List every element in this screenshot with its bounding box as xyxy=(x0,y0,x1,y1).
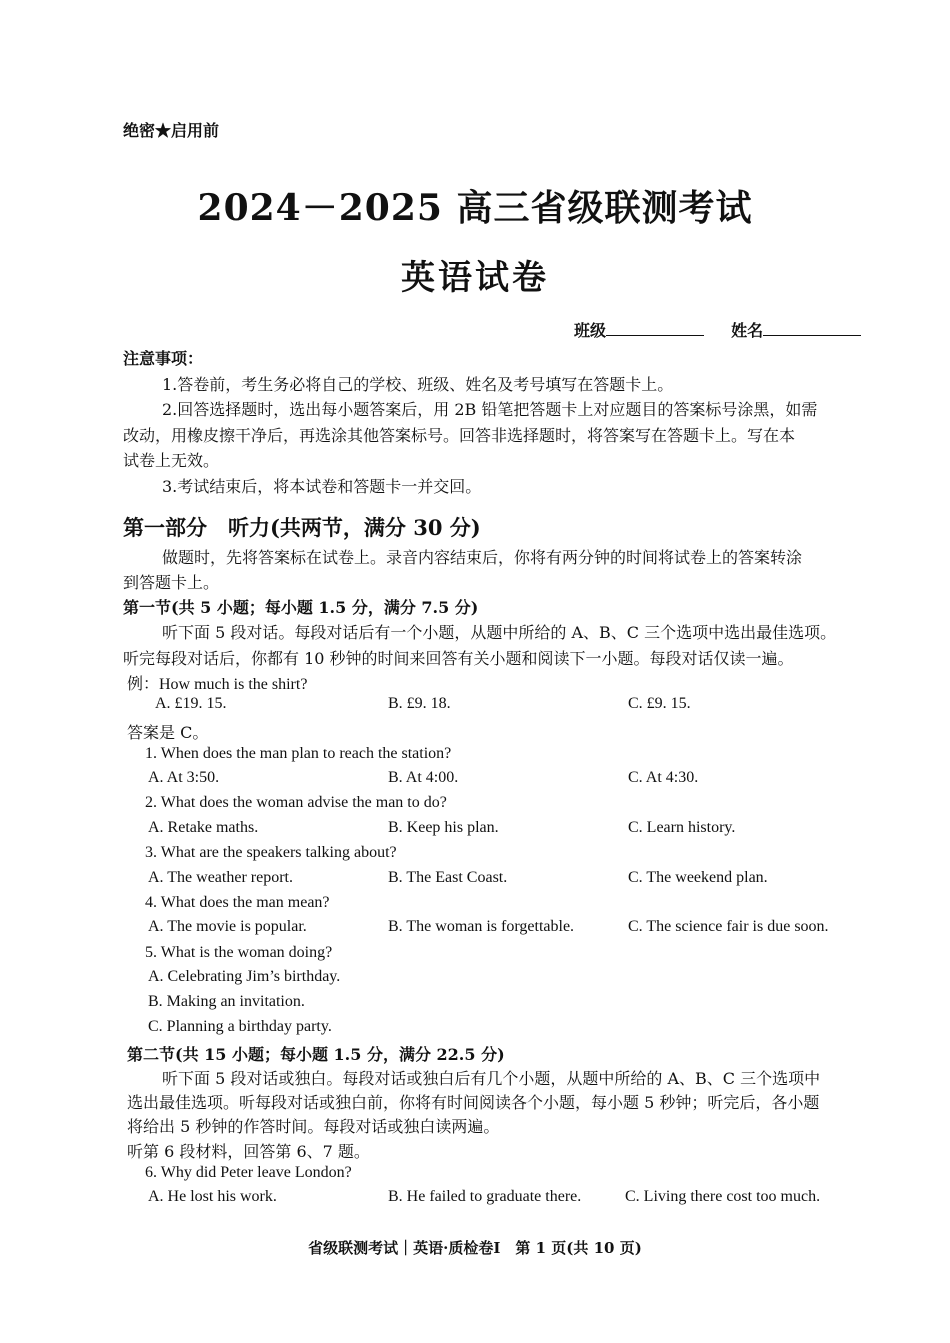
question-5: 5. What is the woman doing? xyxy=(145,944,333,961)
section2-title: 第二节(共 15 小题；每小题 1.5 分，满分 22.5 分) xyxy=(127,1045,505,1064)
notice-item-3: 3.考试结束后，将本试卷和答题卡一并交回。 xyxy=(162,477,482,496)
question-1: 1. When does the man plan to reach the station? xyxy=(145,745,452,762)
example-question: 例：How much is the shirt? xyxy=(127,676,308,693)
question-3-option-a: A. The weather report. xyxy=(148,869,293,886)
example-option-c: C. £9. 15. xyxy=(628,695,691,712)
student-info-fields xyxy=(574,318,861,341)
part1-intro-line-2: 到答题卡上。 xyxy=(123,573,220,592)
section1-title: 第一节(共 5 小题；每小题 1.5 分，满分 7.5 分) xyxy=(123,598,479,617)
question-6-option-b: B. He failed to graduate there. xyxy=(388,1188,582,1205)
question-5-option-c: C. Planning a birthday party. xyxy=(148,1018,332,1035)
example-option-a: A. £19. 15. xyxy=(155,695,227,712)
material-6-instruction: 听第 6 段材料，回答第 6、7 题。 xyxy=(127,1142,370,1161)
part1-intro-line-1: 做题时，先将答案标在试卷上。录音内容结束后，你将有两分钟的时间将试卷上的答案转涂 xyxy=(162,548,803,567)
section1-intro-line-1: 听下面 5 段对话。每段对话后有一个小题，从题中所给的 A、B、C 三个选项中选出最佳选项。 xyxy=(162,623,837,642)
example-option-b: B. £9. 18. xyxy=(388,695,451,712)
question-2: 2. What does the woman advise the man to do? xyxy=(145,794,447,811)
section2-intro-line-2: 选出最佳选项。听每段对话或独白前，你将有时间阅读各个小题，每小题 5 秒钟；听完后，各小题 xyxy=(127,1093,820,1112)
section1-intro-line-2: 听完每段对话后，你都有 10 秒钟的时间来回答有关小题和阅读下一小题。每段对话仅读一遍。 xyxy=(123,649,794,668)
notice-item-2-line-3: 试卷上无效。 xyxy=(123,451,220,470)
notice-item-1: 1.答卷前，考生务必将自己的学校、班级、姓名及考号填写在答题卡上。 xyxy=(162,375,674,394)
name-label: 姓名 xyxy=(731,321,764,340)
question-6-option-c: C. Living there cost too much. xyxy=(625,1188,821,1205)
question-4-option-c: C. The science fair is due soon. xyxy=(628,918,829,935)
question-1-option-b: B. At 4:00. xyxy=(388,769,459,786)
exam-title: 2024－2025 高三省级联测考试 xyxy=(197,187,753,229)
confidential-label: 绝密★启用前 xyxy=(123,121,220,140)
question-1-option-c: C. At 4:30. xyxy=(628,769,699,786)
exam-subtitle: 英语试卷 xyxy=(401,258,549,298)
question-2-option-a: A. Retake maths. xyxy=(148,819,259,836)
question-5-option-b: B. Making an invitation. xyxy=(148,993,305,1010)
name-blank xyxy=(763,321,861,336)
question-4-option-b: B. The woman is forgettable. xyxy=(388,918,575,935)
class-label: 班级 xyxy=(574,321,607,340)
question-6: 6. Why did Peter leave London? xyxy=(145,1164,352,1181)
question-4: 4. What does the man mean? xyxy=(145,894,330,911)
section2-intro-line-1: 听下面 5 段对话或独白。每段对话或独白后有几个小题，从题中所给的 A、B、C 三个选项中 xyxy=(162,1069,821,1088)
class-blank xyxy=(606,321,704,336)
question-2-option-b: B. Keep his plan. xyxy=(388,819,499,836)
part1-title: 第一部分 听力(共两节，满分 30 分) xyxy=(123,515,481,540)
question-3-option-c: C. The weekend plan. xyxy=(628,869,768,886)
notice-heading: 注意事项： xyxy=(123,349,204,368)
question-3: 3. What are the speakers talking about? xyxy=(145,844,397,861)
question-1-option-a: A. At 3:50. xyxy=(148,769,220,786)
notice-item-2-line-2: 改动，用橡皮擦干净后，再选涂其他答案标号。回答非选择题时，将答案写在答题卡上。写在本 xyxy=(123,426,796,445)
question-4-option-a: A. The movie is popular. xyxy=(148,918,307,935)
example-answer: 答案是 C。 xyxy=(127,723,209,742)
question-6-option-a: A. He lost his work. xyxy=(148,1188,277,1205)
question-2-option-c: C. Learn history. xyxy=(628,819,736,836)
notice-item-2-line-1: 2.回答选择题时，选出每小题答案后，用 2B 铅笔把答题卡上对应题目的答案标号涂黑，如需 xyxy=(162,400,818,419)
page-footer: 省级联测考试｜英语·质检卷Ⅰ 第 1 页(共 10 页) xyxy=(308,1239,642,1257)
section2-intro-line-3: 将给出 5 秒钟的作答时间。每段对话或独白读两遍。 xyxy=(127,1117,500,1136)
question-3-option-b: B. The East Coast. xyxy=(388,869,508,886)
question-5-option-a: A. Celebrating Jim’s birthday. xyxy=(148,968,341,985)
